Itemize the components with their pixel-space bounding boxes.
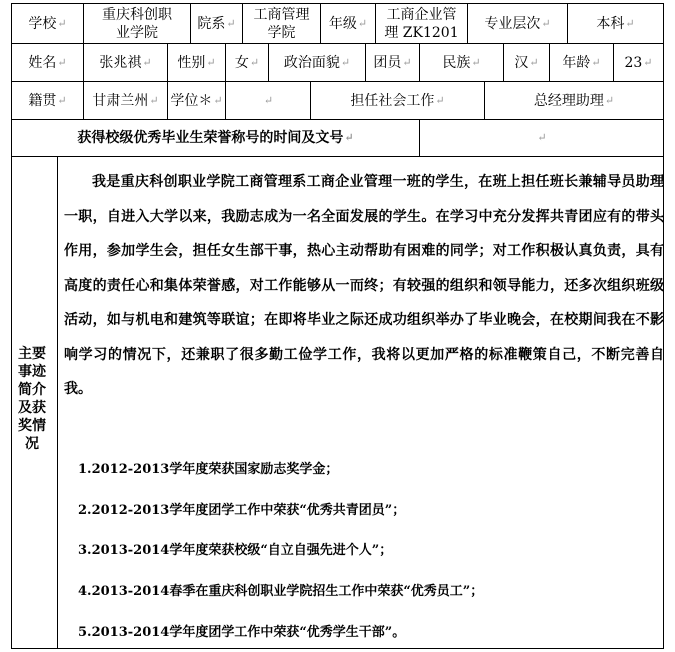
degree-value: ↵ <box>263 93 274 107</box>
political-label: 政治面貌 ↵ <box>283 54 351 71</box>
award-item: 1.2012-2013学年度荣获国家励志奖学金； <box>78 462 339 477</box>
dept-label: 院系 ↵ <box>197 15 236 32</box>
school-value: 重庆科创职业学院 <box>102 6 172 41</box>
col-divider <box>57 156 58 649</box>
achievements-side-label <box>12 345 52 453</box>
gender-label: 性别 ↵ <box>177 54 216 71</box>
side-label-line: 事迹 <box>18 364 46 380</box>
ethnic-value: 汉 ↵ <box>514 54 539 71</box>
side-label-line: 况 <box>25 436 39 452</box>
origin-value: 甘肃兰州 ↵ <box>92 92 159 109</box>
award-item: 5.2013-2014学年度团学工作中荣获“优秀学生干部”。 <box>78 625 406 640</box>
award-item: 3.2013-2014学年度荣获校级“自立自强先进个人”； <box>78 543 393 558</box>
political-value: 团员 ↵ <box>373 54 412 71</box>
job-value: 总经理助理 ↵ <box>533 92 615 109</box>
grade-value: 工商企业管理 ZK1201 <box>384 6 459 41</box>
age-label: 年龄 ↵ <box>562 54 601 71</box>
name-value: 张兆祺 ↵ <box>99 54 152 71</box>
age-value: 23 ↵ <box>624 54 653 71</box>
table-border-bottom <box>11 648 664 649</box>
level-value: 本科 ↵ <box>596 15 635 32</box>
award-item: 2.2012-2013学年度团学工作中荣获“优秀共青团员”； <box>78 503 406 518</box>
degree-label: 学位＊ ↵ <box>170 92 223 109</box>
level-label: 专业层次 ↵ <box>484 15 551 32</box>
job-label: 担任社会工作 ↵ <box>350 92 445 109</box>
award-item: 4.2013-2014春季在重庆科创职业学院招生工作中荣获“优秀员工”； <box>78 584 484 599</box>
grade-label: 年级 ↵ <box>328 15 368 32</box>
honor-label: 获得校级优秀毕业生荣誉称号的时间及文号 ↵ <box>77 130 354 146</box>
origin-label: 籍贯 ↵ <box>28 92 67 109</box>
gender-value: 女 ↵ <box>234 54 260 71</box>
side-label-line: 及获 <box>18 400 46 416</box>
ethnic-label: 民族 ↵ <box>442 54 481 71</box>
side-label-line: 奖情 <box>18 418 46 434</box>
name-label: 姓名 ↵ <box>28 54 67 71</box>
side-label-line: 主要 <box>18 346 46 362</box>
honor-value: ↵ <box>537 131 547 144</box>
achievement-paragraph: 我是重庆科创职业学院工商管理系工商企业管理一班的学生，在班上担任班长兼辅导员助理一职，自进入大学以来，我励志成为一名全面发展的学生。在学习中充分发挥共青团应有的带头作用，参加学生会，担任女生部干事，热心主动帮助有困难的同学；对工作积极认真负责，具有高度的责任心和集体荣誉感，对工作能够从一而终；有较强的组织和领导能力，还多次组织班级活动，如与机电和建筑等联谊；在即将毕业之际还成功组织举办了毕业晚会，在校期间我在不影响学习的情况下，还兼职了很多勤工俭学工作，我将以更加严格的标准鞭策自己，不断完善自我。 <box>64 174 664 397</box>
row-divider <box>11 156 664 157</box>
school-label: 学校 ↵ <box>28 15 67 32</box>
dept-value: 工商管理学院 <box>253 6 310 41</box>
side-label-line: 简介 <box>18 382 46 398</box>
